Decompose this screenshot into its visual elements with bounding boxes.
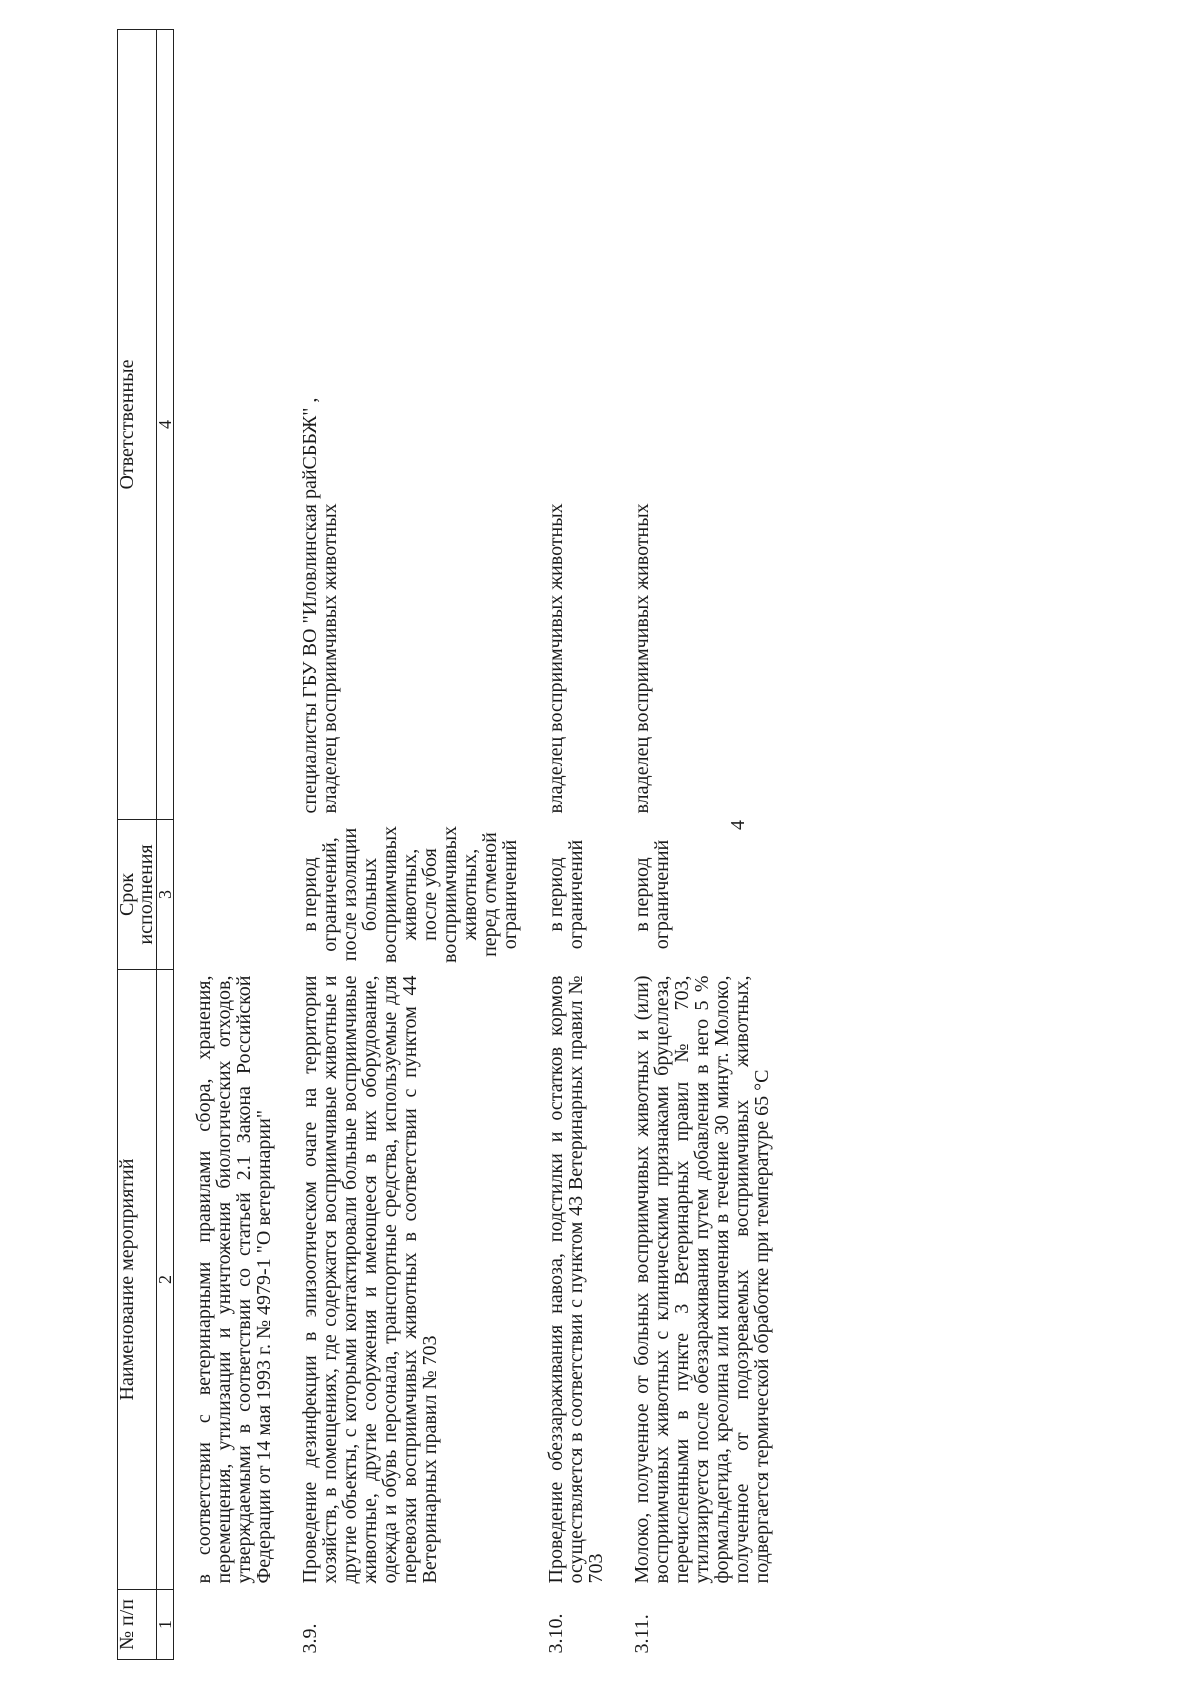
row-number (174, 1590, 287, 1660)
header-index-1: 1 (157, 1590, 174, 1660)
row-responsible: владелец восприимчивых животных (545, 503, 567, 814)
header-index-4: 4 (157, 30, 174, 820)
header-number: № п/п (118, 1590, 157, 1660)
row-responsible (174, 30, 287, 820)
row-description: Проведение обеззараживания навоза, подстилки и остатков кормов осуществляется в соответствии с пунктом 43 Ветеринарных правил № 703 (545, 975, 607, 1584)
header-index-2: 2 (157, 970, 174, 1590)
header-responsible: Ответственные (118, 30, 157, 820)
row-responsible (286, 30, 532, 820)
rotated-sheet (85, 0, 1200, 1660)
row-term: в период ограничений, после изоляции больных восприимчивых животных, после убоя восприимчивых животных, перед отменой ограничений (299, 825, 521, 964)
row-description: Проведение дезинфекции в эпизоотическом очаге на территории хозяйств, в помещениях, где содержатся восприимчивые животные и другие объекты, с которыми контактировали больные восприимчивые животные, другие сооружения и имеющееся в них оборудование, одежда и обувь персонала, транспортные средства, используемые для перевозки восприимчивых животных в соответствии с пунктом 44 Ветеринарных правил № 703 (299, 975, 441, 1584)
row-number: 3.11. (631, 1614, 653, 1654)
header-index-3: 3 (157, 820, 174, 970)
row-responsible: владелец восприимчивых животных (631, 503, 653, 814)
row-description: в соответствии с ветеринарными правилами сбора, хранения, перемещения, утилизации и уничтожения биологических отходов, утверждаемыми в соответствии со статьей 2.1 Закона Российской Федерации от 14 мая 1993 г. № 4979-1 "О ветеринарии" (193, 975, 275, 1584)
row-term: в период ограничений (631, 839, 673, 950)
table-row (286, 30, 532, 1660)
header-term: Срок исполнения (118, 820, 157, 970)
header-measures: Наименование мероприятий (118, 970, 157, 1590)
row-number: 3.10. (545, 1613, 567, 1654)
page-number: 4 (727, 820, 749, 830)
responsible-line-1: специалисты ГБУ ВО "Иловлинская райСББЖ" , (299, 397, 321, 814)
table-header (118, 30, 174, 1660)
row-term (174, 820, 287, 970)
table-row (532, 30, 618, 1660)
table-row (174, 30, 287, 1660)
row-term: в период ограничений (545, 839, 587, 950)
row-number: 3.9. (299, 1623, 321, 1654)
responsible-line-2: владелец восприимчивых животных (319, 503, 341, 814)
row-description: Молоко, полученное от больных восприимчивых животных и (или) восприимчивых животных с клиническими признаками бруцеллеза, перечисленными в пункте 3 Ветеринарных правил № 703, утилизируется после обеззараживания путем добавления в него 5 % формальдегида, креолина или кипячения в течение 30 минут. Молоко, полученное от подозреваемых восприимчивых животных, подвергается термической обработке при температуре 65 °С (631, 975, 773, 1584)
measures-table (117, 29, 784, 1660)
table-row (618, 30, 784, 1660)
